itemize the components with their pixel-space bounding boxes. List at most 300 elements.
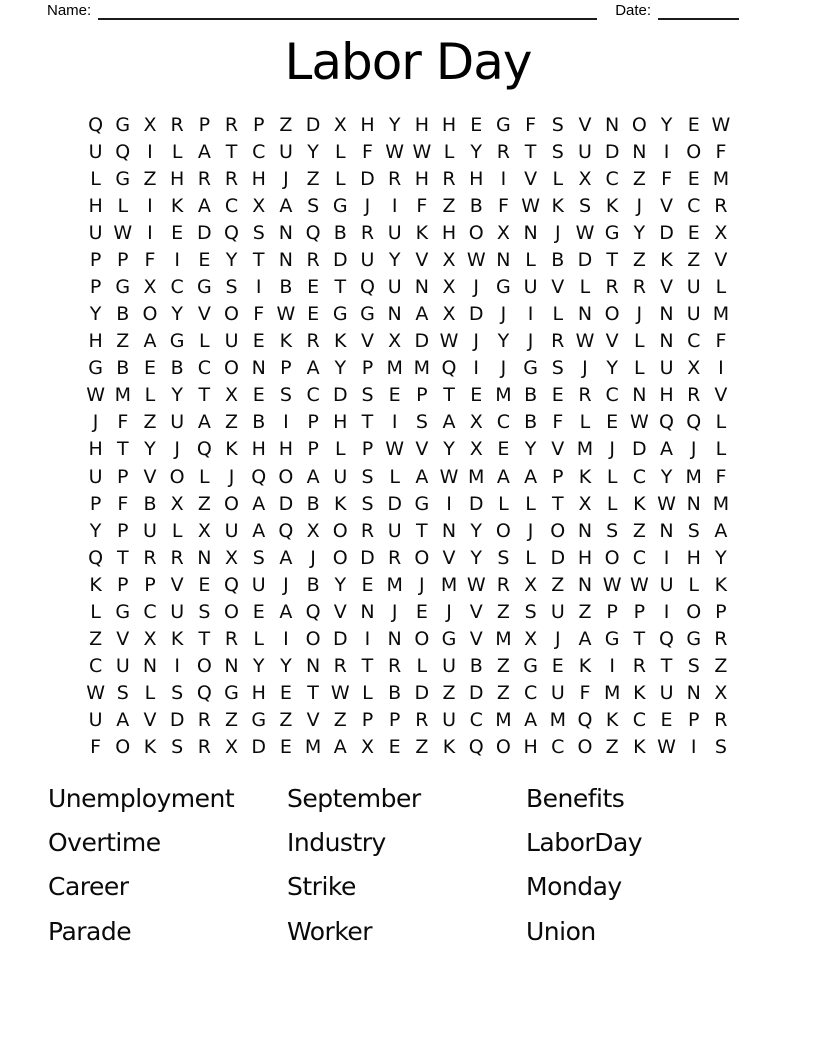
grid-cell: D	[197, 221, 212, 244]
grid-cell: X	[469, 411, 483, 434]
grid-cell: L	[443, 140, 455, 163]
grid-cell: V	[442, 546, 456, 569]
grid-cell: W	[466, 573, 486, 596]
grid-cell: X	[306, 519, 320, 542]
grid-cell: Q	[88, 546, 104, 569]
grid-cell: O	[631, 113, 647, 136]
grid-cell: C	[197, 357, 211, 380]
grid-cell: S	[307, 194, 320, 217]
grid-cell: I	[500, 167, 507, 190]
grid-cell: C	[687, 194, 701, 217]
grid-cell: G	[496, 276, 511, 298]
grid-cell: R	[714, 709, 728, 732]
grid-cell: V	[469, 600, 483, 623]
grid-cell: H	[577, 546, 593, 569]
grid-cell: H	[469, 167, 484, 190]
grid-cell: Y	[280, 655, 292, 678]
grid-cell: T	[225, 140, 238, 163]
grid-cell: U	[523, 276, 538, 298]
grid-cell: R	[306, 330, 320, 353]
grid-cell: P	[633, 600, 646, 623]
grid-cell: L	[688, 573, 700, 596]
word-list-column	[48, 776, 287, 954]
grid-cell: W	[466, 248, 486, 271]
grid-cell: X	[225, 736, 239, 759]
grid-cell: C	[551, 736, 565, 759]
grid-cell: H	[659, 384, 674, 407]
grid-cell: C	[170, 276, 184, 298]
grid-cell: S	[415, 411, 428, 434]
grid-cell: Z	[578, 600, 592, 623]
grid-cell: A	[578, 628, 592, 651]
grid-cell: Y	[334, 573, 347, 596]
grid-cell: V	[143, 465, 157, 488]
grid-cell: N	[414, 276, 429, 298]
grid-cell: M	[114, 384, 131, 407]
grid-cell: G	[523, 655, 538, 678]
grid-cell: O	[577, 736, 593, 759]
grid-cell: W	[113, 221, 133, 244]
grid-cell: Y	[171, 303, 183, 326]
grid-cell: S	[714, 736, 727, 759]
grid-cell: N	[360, 600, 375, 623]
grid-cell: K	[714, 573, 728, 596]
grid-cell: L	[498, 492, 509, 515]
grid-cell: O	[414, 628, 430, 651]
grid-cell: I	[473, 357, 480, 380]
grid-cell: Q	[659, 411, 675, 434]
grid-cell: P	[252, 113, 265, 136]
grid-cell: W	[86, 682, 105, 705]
grid-cell: I	[147, 194, 153, 217]
grid-cell: Q	[224, 573, 240, 596]
grid-cell: U	[360, 248, 375, 271]
grid-cell: Z	[279, 709, 293, 732]
grid-cell: P	[117, 519, 129, 542]
grid-cell: W	[86, 384, 105, 407]
grid-cell: V	[578, 113, 592, 136]
grid-cell: F	[715, 140, 727, 163]
grid-cell: U	[578, 140, 592, 163]
grid-cell: L	[606, 492, 618, 515]
grid-cell: L	[171, 140, 183, 163]
grid-cell: D	[387, 492, 402, 515]
grid-cell: J	[636, 194, 643, 217]
grid-cell: U	[550, 682, 565, 705]
grid-cell: O	[142, 303, 158, 326]
grid-cell: Z	[197, 492, 211, 515]
grid-cell: P	[307, 411, 319, 434]
grid-cell: D	[251, 736, 267, 759]
grid-cell: V	[524, 167, 538, 190]
grid-cell: I	[391, 194, 398, 217]
grid-cell: Q	[577, 709, 593, 732]
grid-cell: G	[196, 276, 212, 298]
grid-cell: U	[88, 221, 103, 244]
grid-cell: N	[278, 248, 294, 271]
grid-cell: G	[224, 682, 239, 705]
grid-cell: T	[524, 140, 537, 163]
grid-cell: O	[332, 546, 348, 569]
grid-cell: I	[527, 303, 534, 326]
grid-cell: E	[307, 276, 320, 298]
grid-cell: Q	[686, 411, 702, 434]
grid-cell: Q	[115, 140, 131, 163]
grid-cell: X	[388, 330, 402, 353]
grid-cell: T	[551, 492, 564, 515]
grid-cell: P	[715, 600, 727, 623]
grid-cell: H	[360, 113, 375, 136]
grid-cell: D	[360, 167, 375, 190]
grid-cell: K	[605, 194, 619, 217]
grid-cell: H	[414, 113, 429, 136]
grid-cell: N	[224, 655, 239, 678]
grid-cell: G	[686, 628, 702, 651]
grid-cell: M	[413, 357, 431, 380]
grid-cell: S	[198, 600, 211, 623]
grid-cell: M	[685, 465, 702, 488]
grid-cell: I	[663, 600, 670, 623]
grid-cell: P	[687, 709, 700, 732]
grid-cell: I	[283, 628, 289, 651]
grid-cell: G	[115, 276, 131, 298]
grid-cell: J	[500, 357, 507, 380]
grid-cell: L	[606, 465, 618, 488]
grid-cell: R	[224, 167, 239, 190]
grid-cell: G	[441, 628, 457, 651]
grid-cell: C	[632, 709, 646, 732]
page-title: Labor Day	[284, 33, 532, 91]
grid-cell: T	[443, 384, 455, 407]
grid-cell: L	[90, 167, 101, 190]
grid-cell: L	[525, 492, 536, 515]
grid-cell: B	[469, 655, 483, 678]
grid-cell: Q	[224, 221, 240, 244]
grid-cell: G	[332, 303, 348, 326]
grid-cell: D	[632, 438, 647, 461]
grid-cell: N	[441, 519, 457, 542]
grid-cell: Y	[334, 357, 347, 380]
grid-cell: W	[439, 330, 459, 353]
word-item: Career	[48, 872, 129, 902]
grid-cell: T	[307, 682, 319, 705]
grid-cell: S	[171, 682, 184, 705]
grid-cell: A	[524, 709, 538, 732]
word-item: Overtime	[48, 828, 161, 858]
grid-cell: H	[88, 194, 103, 217]
grid-cell: L	[144, 682, 156, 705]
grid-cell: I	[718, 357, 724, 380]
grid-cell: T	[660, 655, 673, 678]
grid-cell: C	[687, 330, 701, 353]
grid-cell: N	[659, 303, 674, 326]
grid-cell: R	[442, 167, 456, 190]
grid-cell: H	[88, 438, 103, 461]
grid-cell: L	[634, 330, 645, 353]
grid-cell: H	[523, 736, 538, 759]
grid-cell: N	[251, 357, 266, 380]
grid-cell: L	[634, 357, 645, 380]
grid-cell: U	[333, 465, 348, 488]
grid-cell: K	[89, 573, 102, 596]
grid-cell: R	[415, 709, 429, 732]
grid-cell: W	[711, 113, 731, 136]
grid-cell: D	[550, 546, 566, 569]
grid-cell: E	[279, 736, 292, 759]
grid-cell: P	[606, 600, 618, 623]
grid-cell: A	[116, 709, 130, 732]
grid-cell: Y	[388, 248, 401, 271]
name-label: Name:	[47, 2, 92, 19]
grid-cell: R	[224, 113, 239, 136]
grid-cell: D	[332, 384, 348, 407]
grid-cell: R	[632, 276, 646, 298]
grid-cell: F	[90, 736, 102, 759]
grid-cell: W	[276, 303, 296, 326]
grid-cell: T	[361, 655, 374, 678]
grid-cell: E	[687, 221, 700, 244]
grid-cell: M	[712, 303, 730, 326]
grid-cell: J	[228, 465, 235, 488]
grid-cell: G	[523, 357, 538, 380]
grid-cell: F	[253, 303, 265, 326]
grid-cell: Q	[251, 465, 267, 488]
grid-cell: L	[334, 140, 346, 163]
grid-cell: T	[361, 411, 374, 434]
grid-cell: O	[686, 600, 702, 623]
grid-cell: A	[415, 465, 429, 488]
grid-cell: S	[252, 221, 265, 244]
grid-cell: D	[332, 248, 348, 271]
grid-cell: X	[360, 736, 374, 759]
grid-cell: W	[439, 465, 459, 488]
grid-cell: Z	[333, 709, 347, 732]
grid-cell: Z	[714, 655, 728, 678]
grid-cell: Z	[143, 411, 157, 434]
grid-cell: K	[605, 709, 619, 732]
grid-cell: K	[225, 438, 238, 461]
grid-cell: T	[416, 519, 428, 542]
grid-cell: B	[469, 194, 483, 217]
grid-cell: P	[198, 113, 211, 136]
grid-cell: F	[416, 194, 428, 217]
grid-cell: I	[147, 140, 153, 163]
grid-cell: U	[659, 573, 674, 596]
grid-cell: C	[224, 194, 239, 217]
grid-cell: B	[143, 492, 157, 515]
grid-cell: J	[174, 438, 180, 461]
grid-cell: J	[690, 438, 697, 461]
grid-cell: D	[468, 303, 484, 326]
grid-cell: B	[116, 357, 130, 380]
grid-cell: W	[385, 140, 405, 163]
grid-cell: K	[633, 492, 646, 515]
grid-cell: O	[604, 303, 620, 326]
grid-cell: A	[279, 546, 293, 569]
grid-cell: V	[415, 438, 429, 461]
grid-cell: E	[171, 221, 184, 244]
grid-cell: W	[602, 573, 622, 596]
grid-cell: E	[551, 384, 564, 407]
grid-cell: J	[283, 573, 289, 596]
grid-cell: R	[388, 546, 402, 569]
grid-cell: B	[252, 411, 266, 434]
grid-cell: C	[496, 411, 511, 434]
grid-cell: R	[687, 384, 701, 407]
grid-cell: N	[523, 221, 538, 244]
grid-cell: C	[632, 465, 646, 488]
grid-cell: X	[442, 276, 456, 298]
grid-cell: Y	[633, 221, 646, 244]
grid-cell: V	[551, 276, 565, 298]
grid-cell: T	[633, 628, 646, 651]
grid-cell: W	[629, 411, 649, 434]
grid-cell: R	[197, 167, 211, 190]
word-list	[48, 776, 765, 954]
grid-cell: S	[361, 492, 374, 515]
grid-cell: R	[714, 628, 728, 651]
grid-cell: O	[224, 357, 240, 380]
grid-cell: R	[388, 655, 402, 678]
grid-cell: Z	[89, 628, 103, 651]
grid-cell: G	[332, 194, 348, 217]
grid-cell: Y	[715, 546, 727, 569]
grid-cell: E	[388, 384, 401, 407]
grid-cell: L	[715, 276, 727, 298]
grid-cell: C	[523, 682, 538, 705]
grid-cell: W	[412, 140, 432, 163]
grid-cell: K	[660, 248, 673, 271]
grid-cell: O	[550, 519, 566, 542]
grid-cell: C	[88, 655, 103, 678]
grid-cell: C	[605, 167, 619, 190]
grid-cell: A	[524, 465, 538, 488]
grid-cell: F	[715, 465, 727, 488]
word-item: Industry	[287, 828, 386, 858]
word-item: Worker	[287, 916, 373, 946]
grid-cell: S	[279, 384, 292, 407]
grid-cell: E	[497, 438, 510, 461]
grid-cell: Z	[496, 600, 510, 623]
grid-cell: C	[605, 384, 619, 407]
grid-cell: M	[576, 438, 594, 461]
grid-cell: M	[440, 573, 458, 596]
grid-cell: K	[551, 194, 565, 217]
grid-cell: T	[334, 276, 347, 298]
grid-cell: Q	[305, 221, 321, 244]
grid-cell: Q	[359, 276, 375, 298]
grid-cell: Y	[470, 140, 483, 163]
grid-cell: R	[551, 330, 565, 353]
grid-cell: H	[441, 113, 457, 136]
grid-cell: G	[604, 628, 620, 651]
grid-cell: N	[387, 628, 402, 651]
grid-cell: U	[224, 330, 239, 353]
grid-cell: F	[552, 411, 564, 434]
grid-cell: P	[280, 357, 292, 380]
grid-cell: G	[88, 357, 103, 380]
grid-cell: J	[582, 357, 588, 380]
grid-cell: P	[117, 248, 129, 271]
grid-cell: S	[687, 519, 700, 542]
grid-cell: U	[550, 600, 565, 623]
grid-cell: W	[575, 221, 595, 244]
grid-cell: Z	[551, 573, 565, 596]
grid-cell: L	[579, 411, 591, 434]
grid-cell: S	[551, 113, 564, 136]
grid-cell: U	[143, 519, 157, 542]
grid-cell: O	[414, 546, 430, 569]
grid-cell: N	[278, 221, 294, 244]
grid-cell: Z	[605, 736, 619, 759]
grid-cell: I	[609, 655, 615, 678]
grid-cell: R	[714, 194, 728, 217]
word-item: Monday	[526, 872, 622, 902]
grid-cell: X	[197, 519, 211, 542]
grid-cell: M	[712, 492, 730, 515]
grid-cell: S	[361, 465, 374, 488]
grid-cell: O	[604, 546, 620, 569]
grid-cell: U	[88, 140, 103, 163]
grid-cell: G	[360, 303, 375, 326]
grid-cell: H	[686, 546, 701, 569]
grid-cell: J	[310, 546, 316, 569]
grid-cell: Y	[497, 330, 510, 353]
grid-cell: R	[170, 546, 184, 569]
grid-cell: P	[307, 438, 319, 461]
grid-cell: N	[577, 303, 593, 326]
grid-cell: L	[90, 600, 101, 623]
grid-cell: R	[197, 709, 211, 732]
grid-cell: X	[578, 167, 592, 190]
grid-cell: K	[442, 736, 456, 759]
grid-cell: E	[252, 384, 265, 407]
grid-cell: H	[441, 221, 457, 244]
grid-cell: O	[224, 492, 240, 515]
grid-cell: P	[89, 492, 102, 515]
grid-cell: G	[115, 600, 131, 623]
grid-cell: A	[660, 438, 674, 461]
grid-cell: Y	[171, 384, 183, 407]
grid-cell: R	[632, 655, 646, 678]
grid-cell: U	[387, 519, 402, 542]
grid-cell: G	[604, 221, 620, 244]
grid-cell: N	[632, 140, 647, 163]
grid-cell: E	[388, 736, 401, 759]
grid-cell: I	[391, 411, 398, 434]
grid-cell: N	[577, 573, 593, 596]
grid-cell: Z	[687, 248, 701, 271]
grid-cell: X	[442, 303, 456, 326]
grid-cell: X	[225, 384, 239, 407]
grid-cell: A	[442, 411, 456, 434]
grid-cell: Z	[225, 411, 239, 434]
grid-cell: M	[549, 709, 566, 732]
grid-cell: L	[117, 194, 129, 217]
grid-cell: V	[469, 628, 483, 651]
grid-cell: X	[170, 492, 184, 515]
grid-cell: L	[253, 628, 265, 651]
grid-cell: E	[252, 600, 265, 623]
grid-cell: V	[170, 573, 184, 596]
grid-cell: N	[387, 303, 402, 326]
grid-cell: J	[446, 600, 452, 623]
grid-cell: O	[169, 465, 185, 488]
grid-cell: P	[144, 573, 156, 596]
grid-cell: V	[360, 330, 374, 353]
grid-cell: M	[304, 736, 322, 759]
grid-cell: D	[169, 709, 185, 732]
